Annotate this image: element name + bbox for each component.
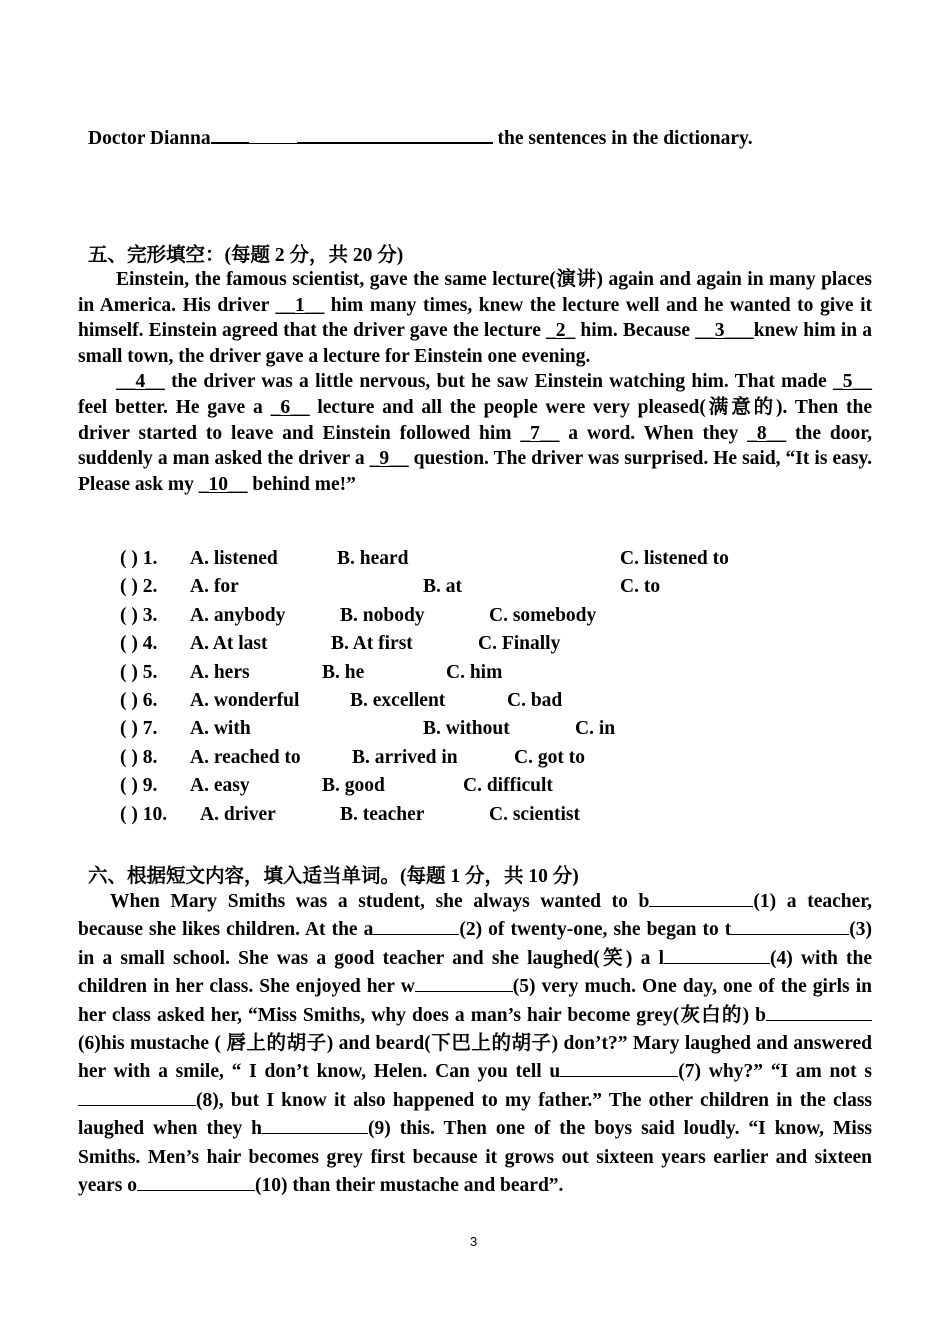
fill-blank-7[interactable] (560, 1060, 678, 1077)
multiple-choice-list (120, 548, 880, 832)
option-c: C. in (575, 718, 616, 740)
cloze-paragraph-2: __4__ the driver was a little nervous, but he saw Einstein watching him. That made _5__ feel better. He gave a _6__ lecture and all the people were very pleased(满意的). Then the driver started to leave and Einstein followed him _7__ a word. When they _8__ the door, suddenly a man asked the driver a _9__ question. The driver was surprised. He said, “It is easy. Please ask my _10__ behind me!” (78, 371, 873, 495)
question-number[interactable]: ( ) 6. (120, 689, 158, 711)
option-c: C. bad (507, 689, 563, 711)
blank-7[interactable]: _7__ (520, 422, 560, 444)
blank-1[interactable]: __1__ (275, 294, 325, 316)
top-sentence (88, 127, 753, 150)
cloze-passage (78, 267, 872, 497)
option-b: B. without (423, 718, 510, 740)
fill-blank-9[interactable] (262, 1117, 368, 1134)
question-number[interactable]: ( ) 3. (120, 604, 158, 626)
option-a: A. driver (200, 803, 276, 825)
question-number[interactable]: ( ) 4. (120, 633, 158, 655)
question-number[interactable]: ( ) 8. (120, 746, 158, 768)
option-b: B. teacher (340, 803, 425, 825)
option-a: A. with (190, 718, 251, 740)
page-number: 3 (470, 1234, 478, 1249)
option-c: C. difficult (463, 775, 553, 797)
option-c: C. listened to (620, 548, 729, 569)
option-a: A. listened (190, 548, 278, 569)
question-number[interactable]: ( ) 5. (120, 661, 158, 683)
fill-in-passage (78, 888, 872, 1200)
choice-row-5 (120, 662, 880, 690)
option-c: C. got to (514, 746, 585, 768)
blank-4[interactable]: __4__ (116, 371, 165, 393)
option-a: A. easy (190, 775, 250, 797)
choice-row-4 (120, 633, 880, 661)
question-number[interactable]: ( ) 9. (120, 775, 158, 797)
fill-blank-4[interactable] (664, 947, 770, 964)
blank-2[interactable]: _2_ (546, 320, 576, 342)
fill-blank-1[interactable] (649, 890, 753, 907)
blank-5[interactable]: _5__ (833, 371, 872, 393)
question-number[interactable]: ( ) 1. (120, 548, 158, 569)
choice-row-1 (120, 548, 880, 576)
section-5-heading: 五、完形填空：(每题 2 分，共 20 分) (88, 245, 404, 266)
option-c: C. scientist (489, 803, 580, 825)
choice-row-7 (120, 718, 880, 746)
sentence-end: the sentences in the dictionary. (492, 128, 753, 149)
fill-in-paragraph: When Mary Smiths was a student, she always wanted to b (1) a teacher, because she likes children. At the a (2) of twenty-one, she began to t (3) in a small school. She was a good teacher and she laughed(笑) a l (4) with the children in her class. She enjoyed her w (5) very much. One day, one of the girls in her class asked her, “Miss Smiths, why does a man’s hair become grey(灰白的) b(6)his mustache ( 唇上的胡子) and beard(下巴上的胡子) don’t?” Mary laughed and answered her with a smile, “ I don’t know, Helen. Can you tell u (7) why?” “I am not s(8), but I know it also happened to my father.” The other children in the class laughed when they h (9) this. Then one of the boys said loudly. “I know, Miss Smiths. Men’s hair becomes grey first because it grows out sixteen years earlier and sixteen years o (10) than their mustache and beard”. (78, 891, 873, 1197)
question-number[interactable]: ( ) 2. (120, 576, 158, 598)
option-a: A. wonderful (190, 689, 300, 711)
option-b: B. excellent (350, 689, 446, 711)
fill-blank-5[interactable] (415, 975, 513, 992)
blank-8[interactable]: _8__ (747, 422, 787, 444)
fill-blank-3[interactable] (731, 918, 849, 935)
option-c: C. to (620, 576, 661, 598)
option-b: B. arrived in (352, 746, 458, 768)
choice-row-6 (120, 690, 880, 718)
option-a: A. reached to (190, 746, 301, 768)
choice-row-3 (120, 605, 880, 633)
answer-blank[interactable] (211, 127, 249, 144)
option-a: A. At last (190, 633, 268, 655)
choice-row-2 (120, 576, 880, 604)
option-a: A. anybody (190, 604, 286, 626)
fill-blank-10[interactable] (137, 1174, 255, 1191)
option-a: A. hers (190, 661, 250, 683)
question-number[interactable]: ( ) 7. (120, 718, 158, 740)
option-c: C. Finally (478, 633, 561, 655)
blank-6[interactable]: _6__ (270, 396, 310, 418)
answer-blank-end[interactable] (297, 127, 493, 144)
option-a: A. for (190, 576, 239, 598)
choice-row-8 (120, 747, 880, 775)
question-number[interactable]: ( ) 10. (120, 803, 168, 825)
fill-blank-2[interactable] (373, 918, 459, 935)
answer-blank-mid[interactable] (249, 128, 297, 144)
section-6-heading: 六、根据短文内容，填入适当单词。(每题 1 分，共 10 分) (88, 866, 579, 887)
option-c: C. somebody (489, 604, 597, 626)
option-b: B. At first (331, 633, 413, 655)
option-c: C. him (446, 661, 503, 683)
blank-3[interactable]: __3___ (695, 320, 754, 342)
choice-row-9 (120, 775, 880, 803)
option-b: B. at (423, 576, 462, 598)
option-b: B. he (322, 661, 365, 683)
cloze-paragraph-1: Einstein, the famous scientist, gave the same lecture(演讲) again and again in many places in America. His driver __1__ him many times, knew the lecture well and he wanted to give it himself. Einstein agreed that the driver gave the lecture _2_ him. Because __3___knew him in a small town, the driver gave a lecture for Einstein one evening. (78, 269, 873, 367)
option-b: B. good (322, 775, 385, 797)
choice-row-10 (120, 804, 880, 832)
option-b: B. nobody (340, 604, 425, 626)
fill-blank-8[interactable] (78, 1089, 196, 1106)
sentence-start: Doctor Dianna (88, 128, 211, 149)
blank-10[interactable]: _10__ (198, 473, 248, 495)
option-b: B. heard (337, 548, 409, 569)
fill-blank-6[interactable] (766, 1004, 872, 1021)
blank-9[interactable]: _9__ (369, 448, 409, 470)
